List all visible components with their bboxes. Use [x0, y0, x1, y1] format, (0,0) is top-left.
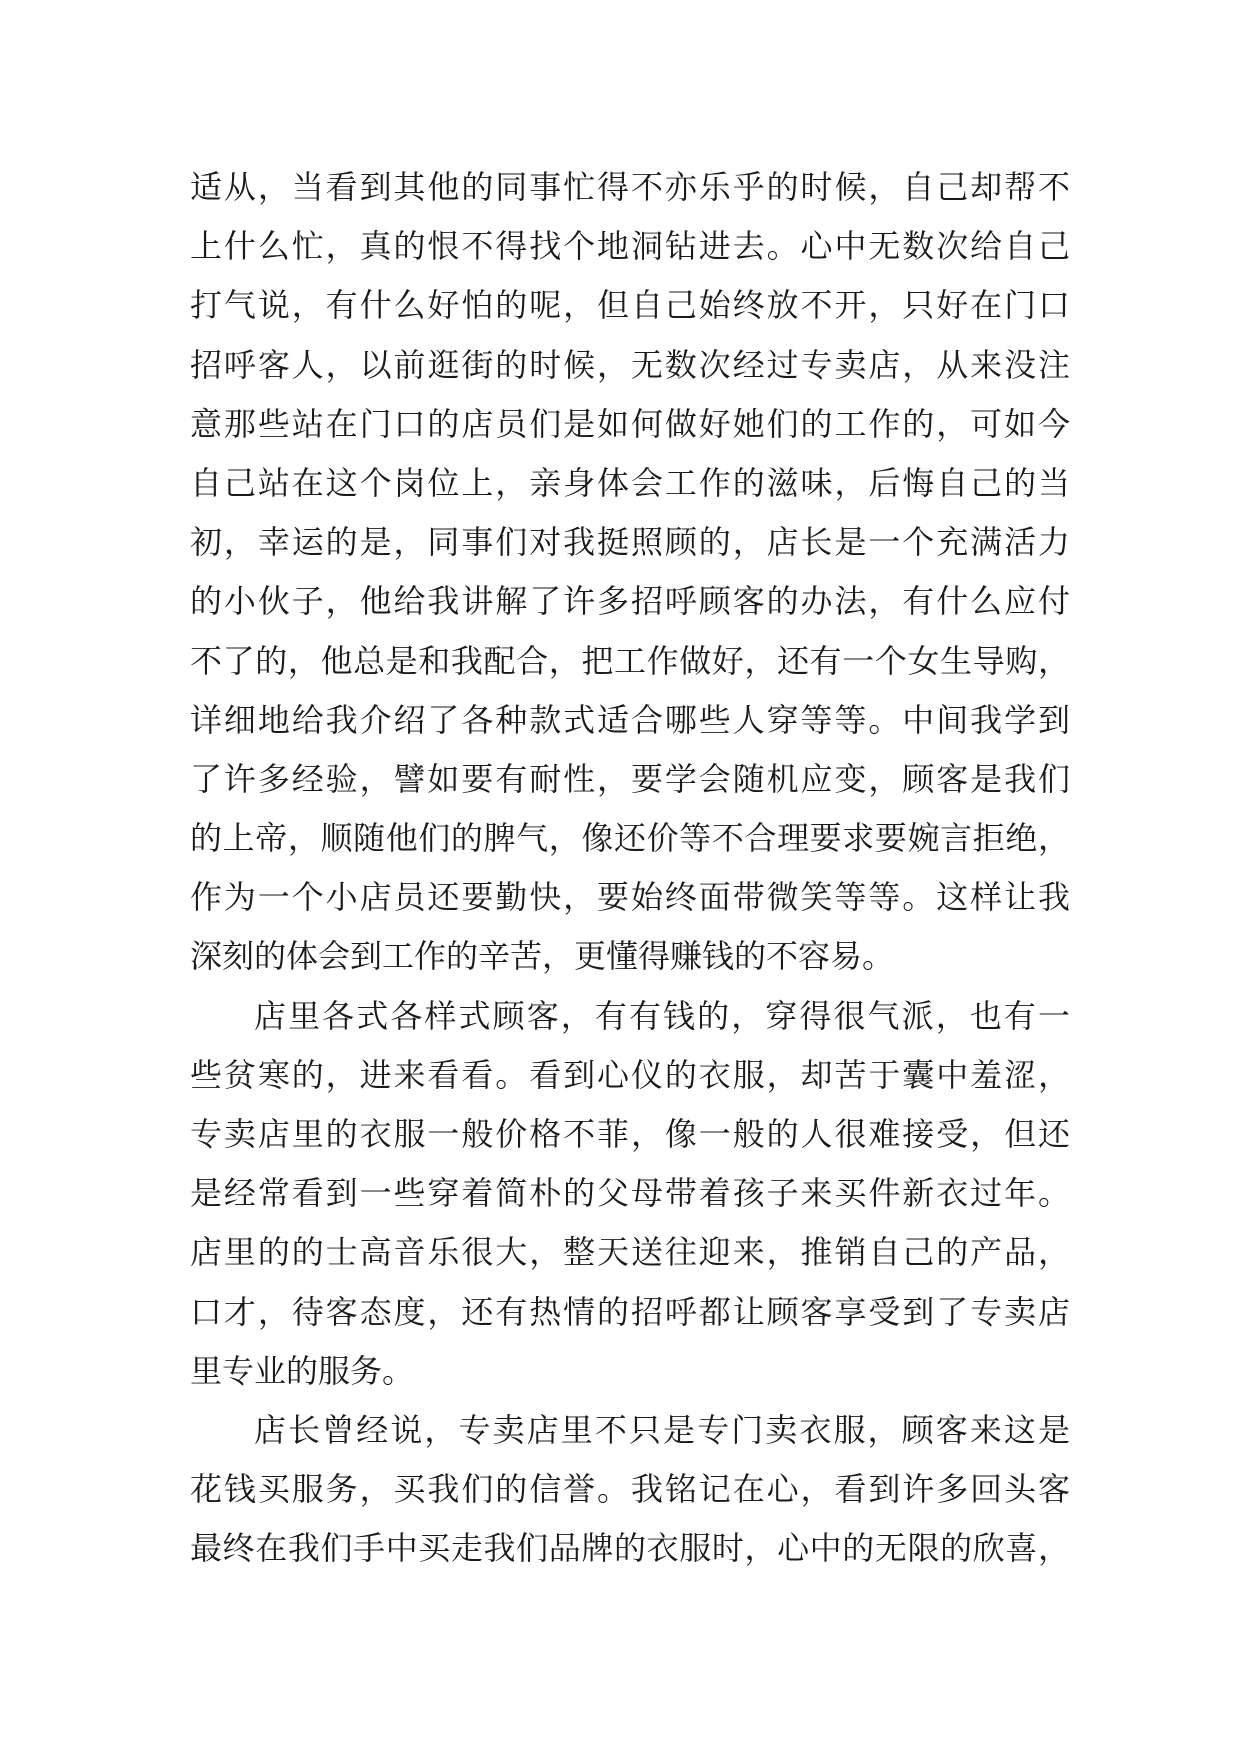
text-line: 打气说，有什么好怕的呢，但自己始终放不开，只好在门口 — [190, 286, 1070, 325]
text-line: 些贫寒的，进来看看。看到心仪的衣服，却苦于囊中羞涩， — [190, 1055, 1070, 1094]
text-line: 是经常看到一些穿着简朴的父母带着孩子来买件新衣过年。 — [190, 1174, 1070, 1213]
text-line: 作为一个小店员还要勤快，要始终面带微笑等等。这样让我 — [190, 878, 1070, 917]
text-line: 店里的的士高音乐很大，整天送往迎来，推销自己的产品， — [190, 1233, 1070, 1272]
text-line: 里专业的服务。 — [190, 1351, 415, 1390]
text-line: 初，幸运的是，同事们对我挺照顾的，店长是一个充满活力 — [190, 523, 1070, 562]
text-line: 自己站在这个岗位上，亲身体会工作的滋味，后悔自己的当 — [190, 463, 1070, 502]
paragraph-first-line: 店里各式各样式顾客，有有钱的，穿得很气派，也有一 — [254, 996, 1070, 1035]
text-line: 花钱买服务，买我们的信誉。我铭记在心，看到许多回头客 — [190, 1470, 1070, 1509]
text-line: 不了的，他总是和我配合，把工作做好，还有一个女生导购， — [190, 641, 1070, 680]
text-line: 上什么忙，真的恨不得找个地洞钻进去。心中无数次给自己 — [190, 227, 1070, 266]
text-line: 意那些站在门口的店员们是如何做好她们的工作的，可如今 — [190, 404, 1070, 443]
body-text — [190, 158, 1070, 1579]
text-line: 的上帝，顺随他们的脾气，像还价等不合理要求要婉言拒绝， — [190, 819, 1070, 858]
paragraph-first-line: 店长曾经说，专卖店里不只是专门卖衣服，顾客来这是 — [254, 1410, 1070, 1449]
text-line: 口才，待客态度，还有热情的招呼都让顾客享受到了专卖店 — [190, 1292, 1070, 1331]
text-line: 的小伙子，他给我讲解了许多招呼顾客的办法，有什么应付 — [190, 582, 1070, 621]
text-line: 专卖店里的衣服一般价格不菲，像一般的人很难接受，但还 — [190, 1115, 1070, 1153]
text-line: 深刻的体会到工作的辛苦，更懂得赚钱的不容易。 — [190, 937, 895, 976]
text-line: 适从，当看到其他的同事忙得不亦乐乎的时候，自己却帮不 — [190, 168, 1070, 206]
text-line: 了许多经验，譬如要有耐性，要学会随机应变，顾客是我们 — [190, 759, 1070, 798]
text-line: 最终在我们手中买走我们品牌的衣服时，心中的无限的欣喜， — [190, 1529, 1070, 1568]
text-line: 招呼客人，以前逛街的时候，无数次经过专卖店，从来没注 — [190, 345, 1070, 384]
text-line: 详细地给我介绍了各种款式适合哪些人穿等等。中间我学到 — [190, 700, 1070, 739]
